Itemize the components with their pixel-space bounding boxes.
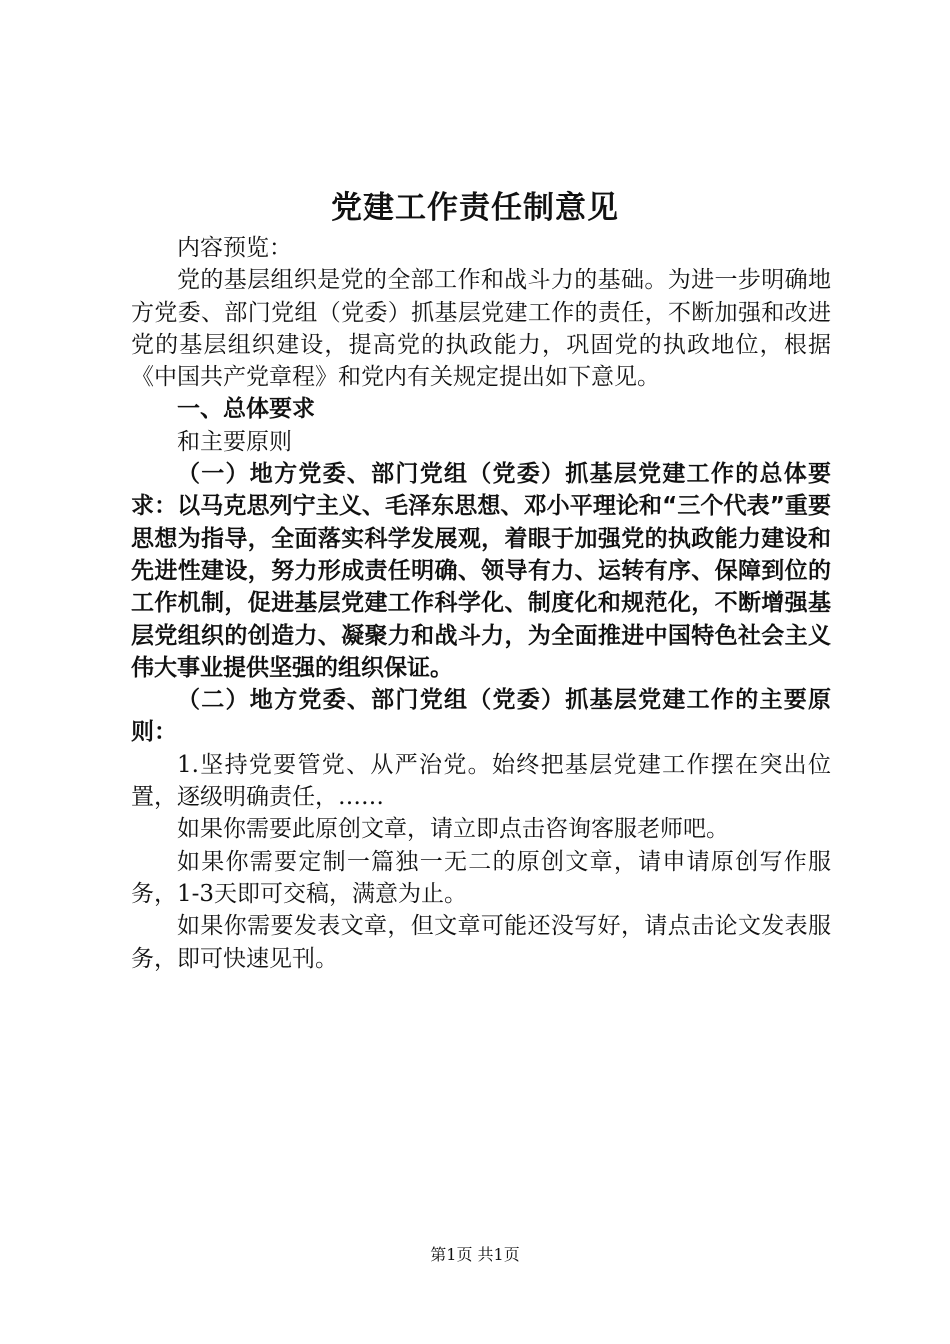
page-number-footer: 第1页 共1页 bbox=[430, 1245, 520, 1264]
document-body bbox=[131, 232, 831, 975]
preview-label: 内容预览： bbox=[177, 235, 292, 261]
custom-writing-notice[interactable]: 如果你需要定制一篇独一无二的原创文章，请申请原创写作服务，1-3天即可交稿，满意为止。 bbox=[131, 848, 831, 907]
main-principles-paragraph: （二）地方党委、部门党组（党委）抓基层党建工作的主要原则： bbox=[131, 687, 831, 746]
section-heading-continuation: 和主要原则 bbox=[177, 428, 292, 455]
section-heading-general: 一、总体要求 bbox=[177, 396, 315, 423]
principle-one-paragraph: 1.坚持党要管党、从严治党。始终把基层党建工作摆在突出位置，逐级明确责任，…… bbox=[131, 751, 831, 811]
publishing-notice[interactable]: 如果你需要发表文章，但文章可能还没写好，请点击论文发表服务，即可快速见刊。 bbox=[131, 913, 831, 972]
consult-notice[interactable]: 如果你需要此原创文章，请立即点击咨询客服老师吧。 bbox=[177, 816, 729, 843]
general-requirements-paragraph: （一）地方党委、部门党组（党委）抓基层党建工作的总体要求：以马克思列宁主义、毛泽东思想、邓小平理论和“三个代表”重要思想为指导，全面落实科学发展观，着眼于加强党的执政能力建设和先进性建设，努力形成责任明确、领导有力、运转有序、保障到位的工作机制，促进基层党建工作科学化、制度化和规范化，不断增强基层党组织的创造力、凝聚力和战斗力，为全面推进中国特色社会主义伟大事业提供坚强的组织保证。 bbox=[131, 461, 831, 681]
intro-paragraph: 党的基层组织是党的全部工作和战斗力的基础。为进一步明确地方党委、部门党组（党委）抓基层党建工作的责任，不断加强和改进党的基层组织建设，提高党的执政能力，巩固党的执政地位，根据《中国共产党章程》和党内有关规定提出如下意见。 bbox=[131, 267, 831, 391]
document-title: 党建工作责任制意见 bbox=[331, 190, 619, 226]
